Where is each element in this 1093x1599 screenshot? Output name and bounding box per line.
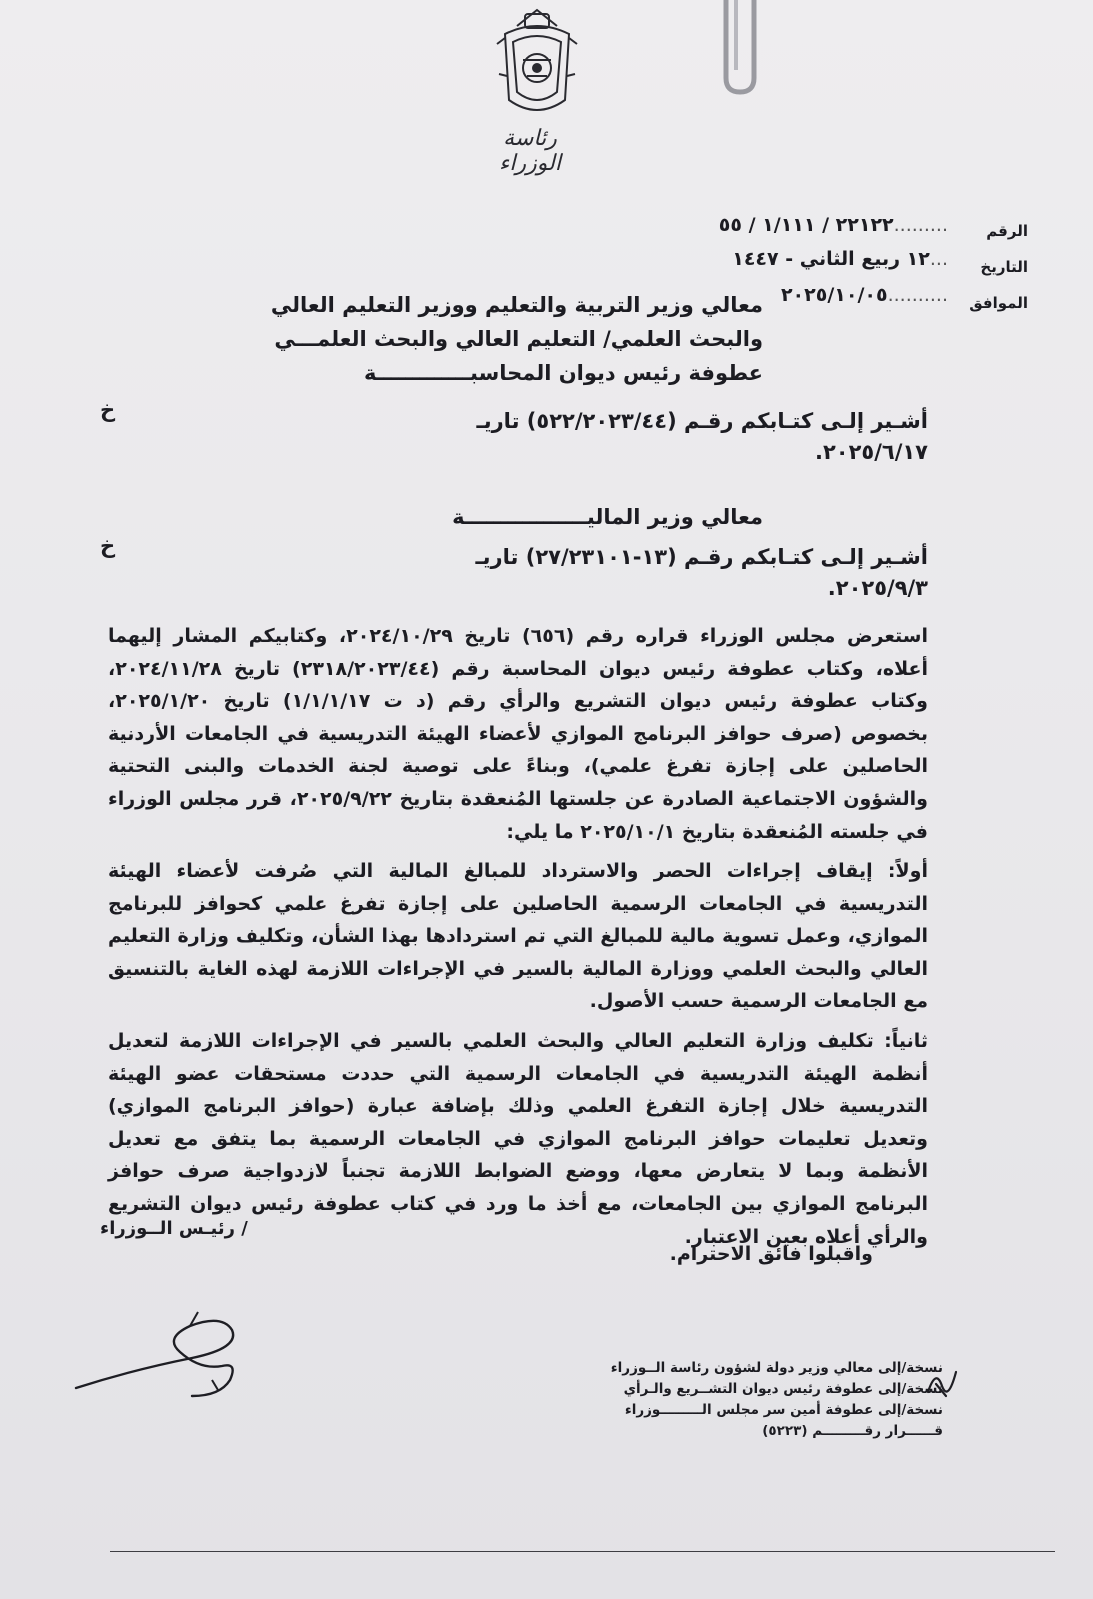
decision-number: قــــــرار رقـــــــــم (٥٢٢٣)	[762, 1423, 943, 1439]
reference-date: ٢٠٢٥/٩/٣.	[827, 576, 928, 600]
reference-date: ٢٠٢٥/٦/١٧.	[814, 440, 928, 464]
item-text: تكليف وزارة التعليم العالي والبحث العلمي بالسير في الإجراءات اللازمة لتعديل أنظمة الهيئة التدريسية في الجامعات الرسمية التي حددت مستحقات عضو الهيئة التدريسية خلال إجازة التفرغ العلمي وذلك بإضافة عبارة (حوافز البرنامج الموازي) وتعديل تعليمات حوافز البرنامج الموازي في الجامعات الرسمية بما يتفق مع تعديل الأنظمة وبما لا يتعارض معها، ووضع الضوابط اللازمة تجنباً لازدواجية صرف حوافز البرنامج الموازي بين الجامعات، مع أخذ ما ورد في كتاب عطوفة رئيس ديوان التشريع والرأي أعلاه بعين الاعتبار.	[108, 1030, 928, 1248]
reference-text: أشـير إلـى كتـابكم رقـم (٥٢٢/٢٠٢٣/٤٤) تاريـ	[476, 409, 928, 433]
signature-icon	[72, 1300, 262, 1410]
reference-trail: خ	[100, 398, 116, 422]
copy-line: نسخة/إلى عطوفة أمين سر مجلس الـــــــــوزراء	[624, 1402, 943, 1418]
gregorian-date: ٢٠٢٥/١٠/٠٥	[780, 284, 888, 306]
date-value: ...١٢ ربيع الثاني - ١٤٤٧	[732, 248, 948, 270]
item-label: أولاً:	[887, 860, 928, 882]
item-label: ثانياً:	[884, 1030, 928, 1052]
ref-number: ٢٢١٢٢ / ١/١١١ / ٥٥	[718, 214, 894, 236]
paper-clip-icon	[712, 0, 770, 96]
ref-value: .........٢٢١٢٢ / ١/١١١ / ٥٥	[718, 214, 948, 236]
footer-rule	[110, 1551, 1055, 1552]
jordan-coat-of-arms-icon	[487, 4, 587, 122]
closing-line: واقبلوا فائق الاحترام.	[669, 1243, 873, 1265]
copy-line: نسخة/إلى معالي وزير دولة لشؤون رئاسة الــوزراء	[610, 1360, 943, 1376]
decision-intro: استعرض مجلس الوزراء قراره رقم (٦٥٦) تاريخ ٢٠٢٤/١٠/٢٩، وكتابيكم المشار إليهما أعلاه، وكتاب عطوفة رئيس ديوان المحاسبة رقم (٢٣١٨/٢٠٢٣/٤٤) تاريخ ٢٠٢٤/١١/٢٨، وكتاب عطوفة رئيس ديوان التشريع والرأي رقم (د ت ١/١/١/١٧) تاريخ ٢٠٢٥/١/٢٠، بخصوص (صرف حوافز البرنامج الموازي لأعضاء الهيئة التدريسية في الجامعات الأردنية الحاصلين على إجازة تفرغ علمي)، وبناءً على توصية لجنة الخدمات والبنى التحتية والشؤون الاجتماعية الصادرة عن جلستها المُنعقدة بتاريخ ٢٠٢٥/٩/٢٢، قرر مجلس الوزراء في جلسته المُنعقدة بتاريخ ٢٠٢٥/١٠/١ ما يلي:	[108, 625, 929, 843]
addressee-line: عطوفة رئيس ديوان المحاسبـــــــــــــة	[363, 361, 763, 385]
office-name: رئاسة الوزراء	[499, 126, 561, 176]
corresponding-value: ..........٢٠٢٥/١٠/٠٥	[780, 284, 948, 306]
signer-title: / رئيـس الــوزراء	[100, 1218, 248, 1239]
hijri-date: ١٢ ربيع الثاني - ١٤٤٧	[732, 248, 930, 270]
copy-line: نسخة/إلى عطوفة رئيس ديوان التشــريع والـرأي	[623, 1381, 943, 1397]
addressee-line: معالي وزير الماليـــــــــــــــــة	[452, 505, 763, 529]
reference-trail: خ	[100, 534, 116, 558]
addressee-line: والبحث العلمي/ التعليم العالي والبحث العلمـــي	[274, 327, 763, 351]
date-label: التاريخ	[980, 258, 1028, 276]
item-text: إيقاف إجراءات الحصر والاسترداد للمبالغ المالية التي صُرفت لأعضاء الهيئة التدريسية في الجامعات الرسمية الحاصلين على إجازة تفرغ علمي كحوافز للبرنامج الموازي، وعمل تسوية مالية للمبالغ التي تم استردادها بهذا الشأن، وتكليف وزارة التعليم العالي والبحث العلمي ووزارة المالية بالسير في الإجراءات اللازمة لهذه الغاية بالتنسيق مع الجامعات الرسمية حسب الأصول.	[108, 860, 928, 1013]
reference-line	[108, 540, 928, 574]
corresponding-label: الموافق	[969, 294, 1028, 312]
reference-text: أشـير إلـى كتـابكم رقـم (١٣-٢٧/٢٣١٠١) تاريـ	[475, 545, 928, 569]
copies-list	[503, 1358, 943, 1442]
decision-item-first	[108, 855, 928, 1018]
reference-line	[108, 404, 928, 438]
ref-label: الرقم	[986, 222, 1028, 240]
addressee-line: معالي وزير التربية والتعليم ووزير التعليم العالي	[270, 293, 763, 317]
